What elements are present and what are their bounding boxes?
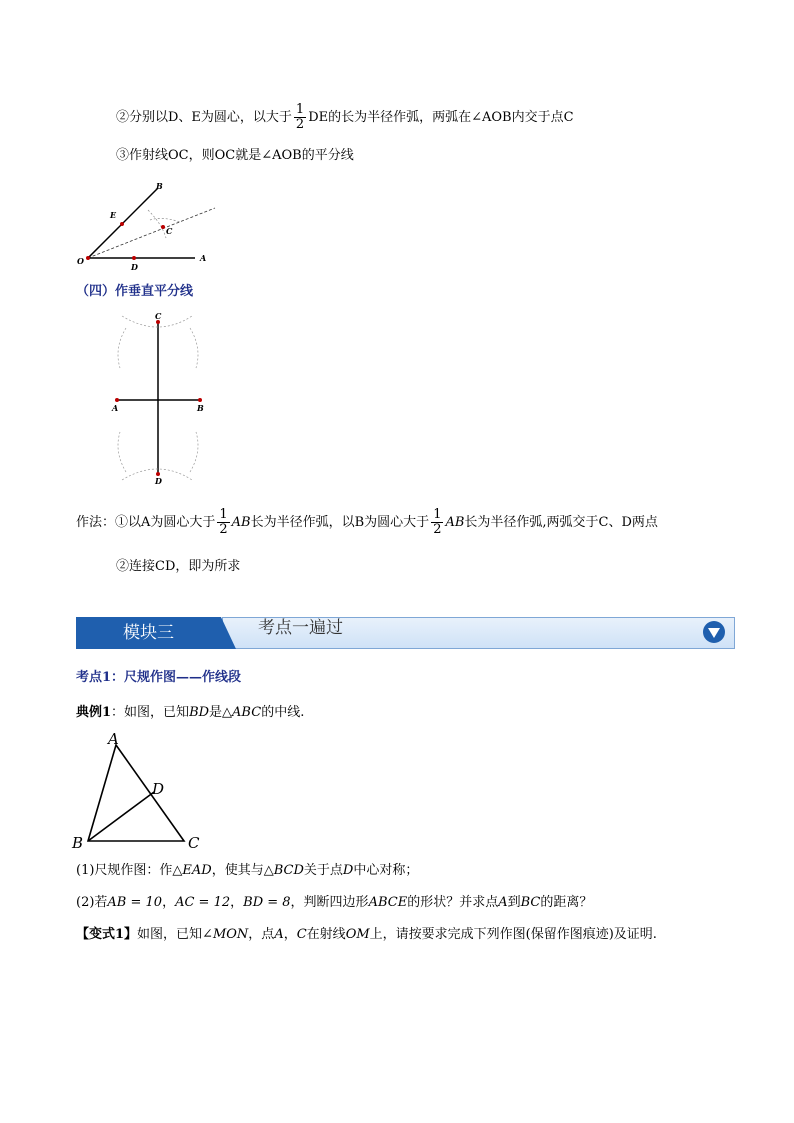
fig2-label-c: C <box>155 311 162 321</box>
step-connect-line: ②连接CD，即为所求 <box>116 559 241 574</box>
method-line: 作法：①以A为圆心大于 $\frac{1}{2}$ AB长为半径作弧，以B为圆心大于 $\frac{1}{2}$ AB长为半径作弧,两弧交于C、D两点 <box>76 507 658 537</box>
fraction-half-1: $\frac{1}{2}$ <box>219 507 228 537</box>
fig2-label-d: D <box>155 476 162 486</box>
fig1-label-b: B <box>156 181 163 191</box>
fig3-label-b: B <box>72 834 84 852</box>
fig1-label-a: A <box>200 253 207 263</box>
fraction-half-2: $\frac{1}{2}$ <box>433 507 442 537</box>
module-title: 考点一遍过 <box>258 618 343 638</box>
fig1-label-c: C <box>166 226 173 236</box>
section-4-title: （四）作垂直平分线 <box>76 284 194 299</box>
perpendicular-bisector-figure <box>100 308 220 488</box>
fig1-label-d: D <box>131 262 138 272</box>
triangle-abc-figure <box>66 728 216 854</box>
fig2-label-a: A <box>112 403 119 413</box>
question-2: (2)若AB = 10，AC = 12，BD = 8，判断四边形ABCE的形状？并求点A到BC的距离？ <box>76 895 593 910</box>
step2-line: ②分别以D、E为圆心，以大于 $\frac{1}{2}$ DE的长为半径作弧，两弧在∠AOB内交于点C <box>116 102 574 132</box>
fig1-label-e: E <box>110 210 117 220</box>
fig3-label-d: D <box>152 780 165 798</box>
fraction-half: $\frac{1}{2}$ <box>295 102 305 132</box>
fig2-label-b: B <box>197 403 204 413</box>
fig1-label-o: O <box>77 256 84 266</box>
question-1: (1)尺规作图：作△EAD，使其与△BCD关于点D中心对称； <box>76 863 419 878</box>
angle-bisector-figure <box>70 178 230 274</box>
step3-line: ③作射线OC，则OC就是∠AOB的平分线 <box>116 148 354 163</box>
fig3-label-a: A <box>108 730 119 748</box>
variant-1: 【变式1】如图，已知∠MON，点A，C在射线OM上，请按要求完成下列作图(保留作图痕迹)及证明. <box>76 927 657 942</box>
collapse-chevron-icon[interactable] <box>702 620 726 644</box>
point1-title: 考点1：尺规作图——作线段 <box>76 670 242 685</box>
module-label: 模块三 <box>123 623 174 643</box>
example1-line: 典例1：如图，已知BD是△ABC的中线. <box>76 705 305 720</box>
fig3-label-c: C <box>188 834 200 852</box>
